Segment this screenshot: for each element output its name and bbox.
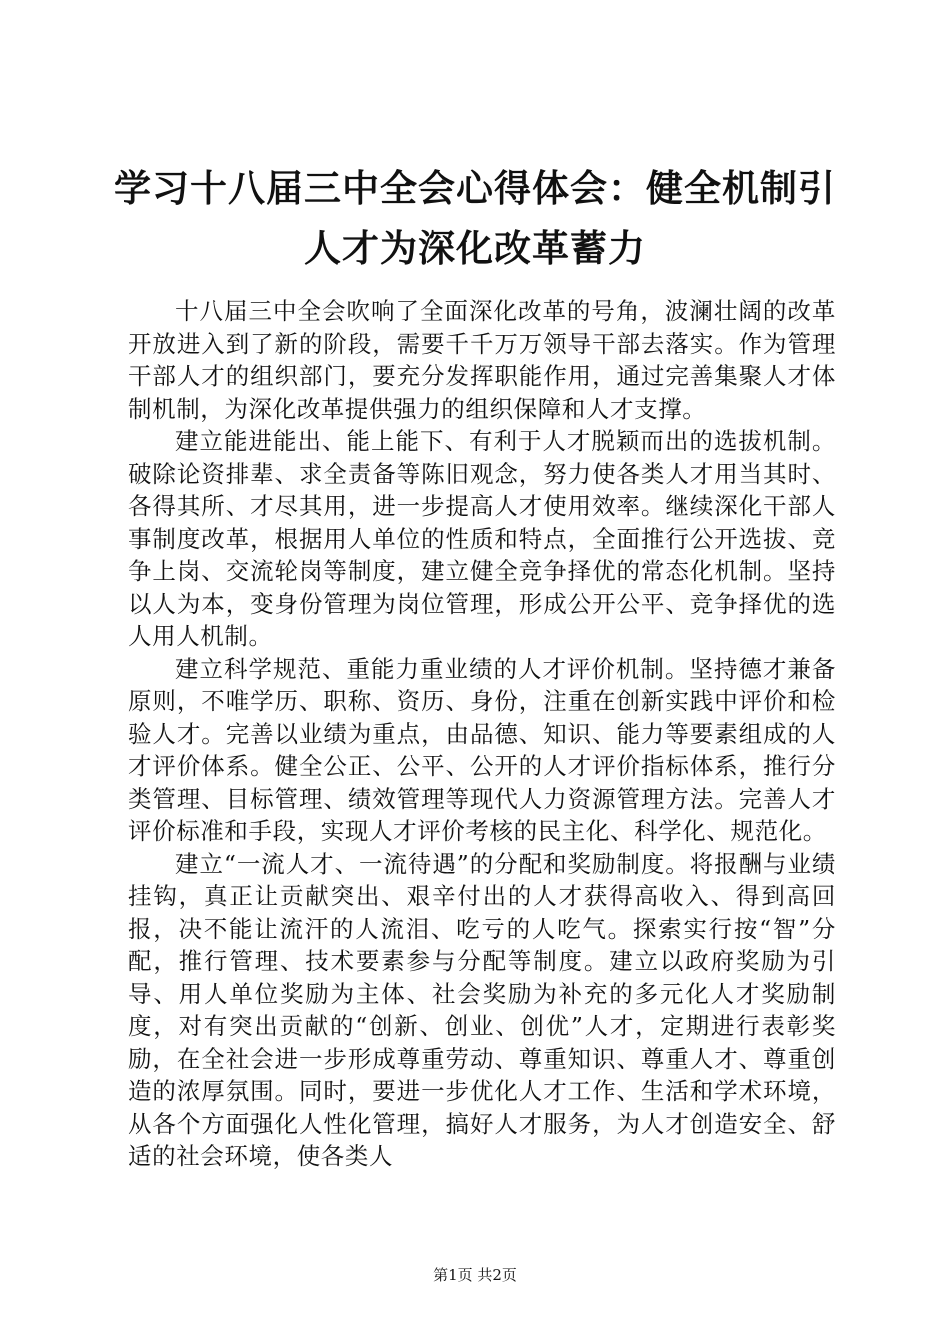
paragraph-reward-system: 建立“一流人才、一流待遇”的分配和奖励制度。将报酬与业绩挂钩，真正让贡献突出、艰辛付出的人才获得高收入、得到高回报，决不能让流汗的人流泪、吃亏的人吃气。探索实行按“智”分配，推行管理、技术要素参与分配等制度。建立以政府奖励为引导、用人单位奖励为主体、社会奖励为补充的多元化人才奖励制度，对有突出贡献的“创新、创业、创优”人才，定期进行表彰奖励，在全社会进一步形成尊重劳动、尊重知识、尊重人才、尊重创造的浓厚氛围。同时，要进一步优化人才工作、生活和学术环境，从各个方面强化人性化管理，搞好人才服务，为人才创造安全、舒适的社会环境，使各类人 bbox=[128, 849, 836, 1170]
paragraph-selection-mechanism: 建立能进能出、能上能下、有利于人才脱颖而出的选拔机制。破除论资排辈、求全责备等陈旧观念，努力使各类人才用当其时、各得其所、才尽其用，进一步提高人才使用效率。继续深化干部人事制度改革，根据用人单位的性质和特点，全面推行公开选拔、竞争上岗、交流轮岗等制度，建立健全竞争择优的常态化机制。坚持以人为本，变身份管理为岗位管理，形成公开公平、竞争择优的选人用人机制。 bbox=[128, 427, 836, 650]
document-body bbox=[128, 295, 836, 1173]
paragraph-evaluation-mechanism: 建立科学规范、重能力重业绩的人才评价机制。坚持德才兼备原则，不唯学历、职称、资历、身份，注重在创新实践中评价和检验人才。完善以业绩为重点，由品德、知识、能力等要素组成的人才评价体系。健全公正、公平、公开的人才评价指标体系，推行分类管理、目标管理、绩效管理等现代人力资源管理方法。完善人才评价标准和手段，实现人才评价考核的民主化、科学化、规范化。 bbox=[128, 654, 836, 845]
page-number-footer: 第1页 共2页 bbox=[433, 1266, 517, 1284]
paragraph-intro: 十八届三中全会吹响了全面深化改革的号角，波澜壮阔的改革开放进入到了新的阶段，需要千千万万领导干部去落实。作为管理干部人才的组织部门，要充分发挥职能作用，通过完善集聚人才体制机制，为深化改革提供强力的组织保障和人才支撑。 bbox=[128, 297, 836, 423]
document-title: 学习十八届三中全会心得体会：健全机制引人才为深化改革蓄力 bbox=[114, 166, 836, 270]
